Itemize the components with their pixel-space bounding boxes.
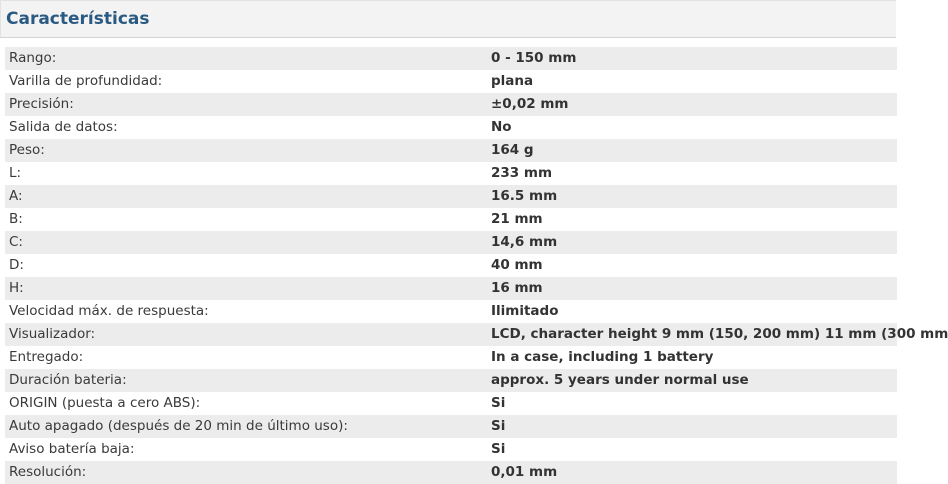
spec-label: Peso: <box>9 142 45 158</box>
spec-value: LCD, character height 9 mm (150, 200 mm) 11 mm (300 mm <box>491 326 948 342</box>
spec-row-visualizador <box>5 323 948 346</box>
spec-value: plana <box>491 73 534 89</box>
spec-value: 0 - 150 mm <box>491 50 577 66</box>
spec-label: Rango: <box>9 50 57 66</box>
spec-row-rango <box>5 47 897 70</box>
spec-label: Resolución: <box>9 464 87 480</box>
spec-label: C: <box>9 234 23 250</box>
spec-label: H: <box>9 280 24 296</box>
spec-row-l <box>5 162 897 185</box>
spec-row-velocidad <box>5 300 897 323</box>
spec-label: Visualizador: <box>9 326 96 342</box>
spec-row-auto-apagado <box>5 415 897 438</box>
spec-value: 0,01 mm <box>491 464 558 480</box>
spec-value: ±0,02 mm <box>491 96 569 112</box>
spec-value: In a case, including 1 battery <box>491 349 714 365</box>
spec-row-salida-datos <box>5 116 897 139</box>
spec-value: No <box>491 119 512 135</box>
spec-label: Aviso batería baja: <box>9 441 135 457</box>
spec-value: approx. 5 years under normal use <box>491 372 749 388</box>
spec-row-b <box>5 208 897 231</box>
spec-label: Salida de datos: <box>9 119 118 135</box>
spec-value: Si <box>491 418 506 434</box>
section-title: Características <box>6 9 150 29</box>
specs-table <box>5 47 948 484</box>
spec-label: L: <box>9 165 22 181</box>
spec-label: D: <box>9 257 24 273</box>
spec-value: 14,6 mm <box>491 234 558 250</box>
spec-label: Velocidad máx. de respuesta: <box>9 303 209 319</box>
spec-value: 21 mm <box>491 211 543 227</box>
spec-value: 16.5 mm <box>491 188 558 204</box>
spec-row-varilla <box>5 70 897 93</box>
spec-value: 233 mm <box>491 165 553 181</box>
spec-value: 16 mm <box>491 280 543 296</box>
spec-value: Si <box>491 395 506 411</box>
spec-row-resolucion <box>5 461 897 484</box>
spec-row-peso <box>5 139 897 162</box>
spec-row-d <box>5 254 897 277</box>
spec-row-origin <box>5 392 897 415</box>
spec-label: ORIGIN (puesta a cero ABS): <box>9 395 201 411</box>
spec-value: Ilimitado <box>491 303 559 319</box>
spec-label: Precisión: <box>9 96 74 112</box>
spec-row-entregado <box>5 346 897 369</box>
spec-label: Entregado: <box>9 349 84 365</box>
spec-row-aviso-bateria <box>5 438 897 461</box>
spec-value: Si <box>491 441 506 457</box>
spec-label: Auto apagado (después de 20 min de último uso): <box>9 418 348 434</box>
spec-value: 40 mm <box>491 257 543 273</box>
spec-row-precision <box>5 93 897 116</box>
spec-row-a <box>5 185 897 208</box>
spec-value: 164 g <box>491 142 534 158</box>
spec-row-c <box>5 231 897 254</box>
spec-label: Duración bateria: <box>9 372 127 388</box>
spec-label: B: <box>9 211 23 227</box>
spec-label: Varilla de profundidad: <box>9 73 163 89</box>
section-header <box>0 0 896 38</box>
spec-row-h <box>5 277 897 300</box>
spec-row-duracion-bateria <box>5 369 897 392</box>
spec-label: A: <box>9 188 23 204</box>
